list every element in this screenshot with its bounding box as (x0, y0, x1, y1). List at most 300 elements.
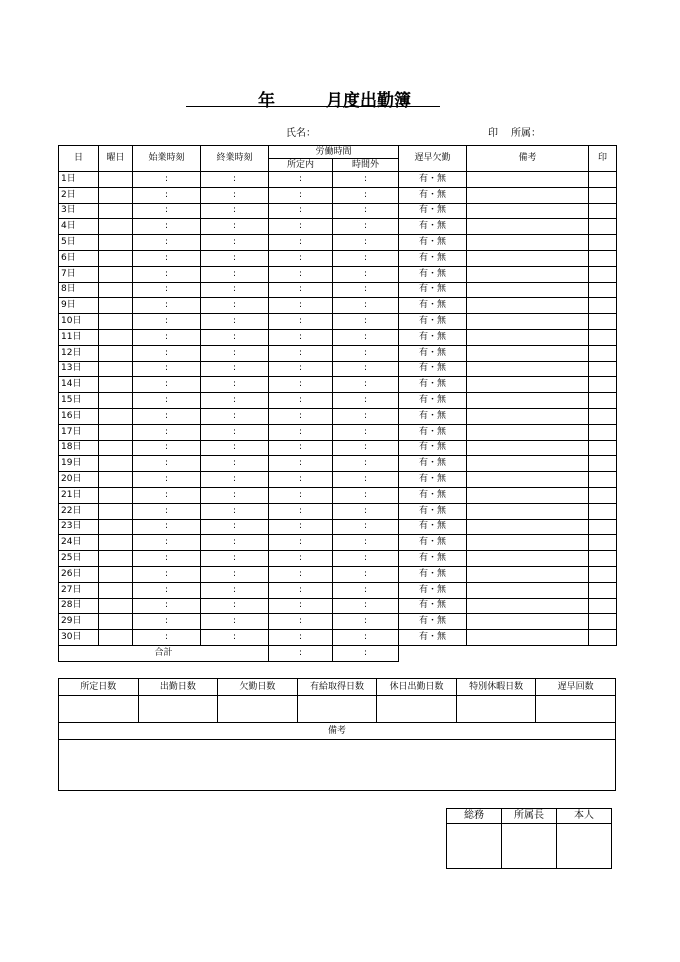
table-row (59, 377, 617, 393)
weekday-cell[interactable] (99, 235, 133, 251)
remarks-cell[interactable] (467, 393, 589, 409)
summary-value-field[interactable] (377, 696, 457, 723)
late-absence-cell[interactable]: 有・無 (399, 250, 467, 266)
day-cell: 29日 (59, 614, 99, 630)
start-time-cell[interactable]: : (133, 219, 201, 235)
late-absence-cell[interactable]: 有・無 (399, 203, 467, 219)
remarks-cell[interactable] (467, 314, 589, 330)
late-absence-cell[interactable]: 有・無 (399, 377, 467, 393)
overtime-cell[interactable]: : (333, 203, 399, 219)
approval-header: 総務 (447, 809, 502, 824)
within-hours-cell[interactable]: : (269, 187, 333, 203)
weekday-cell[interactable] (99, 424, 133, 440)
remarks-cell[interactable] (467, 535, 589, 551)
within-hours-cell[interactable]: : (269, 424, 333, 440)
summary-value-field[interactable] (536, 696, 616, 723)
within-hours-cell[interactable]: : (269, 487, 333, 503)
within-hours-cell[interactable]: : (269, 408, 333, 424)
total-overtime[interactable]: : (333, 645, 399, 661)
end-time-cell[interactable]: : (201, 630, 269, 646)
table-row (59, 535, 617, 551)
remarks-cell[interactable] (467, 377, 589, 393)
overtime-cell[interactable]: : (333, 519, 399, 535)
late-absence-cell[interactable]: 有・無 (399, 298, 467, 314)
remarks-cell[interactable] (467, 456, 589, 472)
remarks-cell[interactable] (467, 614, 589, 630)
end-time-cell[interactable]: : (201, 298, 269, 314)
start-time-cell[interactable]: : (133, 345, 201, 361)
late-absence-cell[interactable]: 有・無 (399, 329, 467, 345)
within-hours-cell[interactable]: : (269, 582, 333, 598)
table-row (59, 630, 617, 646)
seal-cell[interactable] (589, 614, 617, 630)
weekday-cell[interactable] (99, 377, 133, 393)
table-row (59, 614, 617, 630)
day-cell: 2日 (59, 187, 99, 203)
remarks-cell[interactable] (467, 282, 589, 298)
within-hours-cell[interactable]: : (269, 551, 333, 567)
end-time-cell[interactable]: : (201, 582, 269, 598)
within-hours-cell[interactable]: : (269, 472, 333, 488)
day-cell: 6日 (59, 250, 99, 266)
weekday-cell[interactable] (99, 393, 133, 409)
seal-cell[interactable] (589, 345, 617, 361)
seal-cell[interactable] (589, 535, 617, 551)
end-time-cell[interactable]: : (201, 456, 269, 472)
remarks-cell[interactable] (467, 472, 589, 488)
end-time-cell[interactable]: : (201, 566, 269, 582)
end-time-cell[interactable]: : (201, 535, 269, 551)
late-absence-cell[interactable]: 有・無 (399, 219, 467, 235)
within-hours-cell[interactable]: : (269, 203, 333, 219)
summary-table (58, 678, 616, 791)
within-hours-cell[interactable]: : (269, 298, 333, 314)
remarks-cell[interactable] (467, 250, 589, 266)
remarks-cell[interactable] (467, 551, 589, 567)
remarks-cell[interactable] (467, 345, 589, 361)
year-label: 年 (258, 91, 275, 111)
late-absence-cell[interactable]: 有・無 (399, 408, 467, 424)
table-row (59, 361, 617, 377)
remarks-cell[interactable] (467, 440, 589, 456)
weekday-cell[interactable] (99, 250, 133, 266)
weekday-cell[interactable] (99, 487, 133, 503)
overtime-cell[interactable]: : (333, 440, 399, 456)
seal-cell[interactable] (589, 282, 617, 298)
table-row (59, 172, 617, 188)
summary-remarks-field[interactable] (59, 740, 616, 791)
start-time-cell[interactable]: : (133, 298, 201, 314)
start-time-cell[interactable]: : (133, 535, 201, 551)
within-hours-cell[interactable]: : (269, 219, 333, 235)
end-time-cell[interactable]: : (201, 187, 269, 203)
start-time-cell[interactable]: : (133, 551, 201, 567)
within-hours-cell[interactable]: : (269, 456, 333, 472)
late-absence-cell[interactable]: 有・無 (399, 440, 467, 456)
day-cell: 4日 (59, 219, 99, 235)
late-absence-cell[interactable]: 有・無 (399, 424, 467, 440)
weekday-cell[interactable] (99, 630, 133, 646)
overtime-cell[interactable]: : (333, 235, 399, 251)
end-time-cell[interactable]: : (201, 424, 269, 440)
within-hours-cell[interactable]: : (269, 614, 333, 630)
seal-cell[interactable] (589, 361, 617, 377)
within-hours-cell[interactable]: : (269, 377, 333, 393)
late-absence-cell[interactable]: 有・無 (399, 361, 467, 377)
within-hours-cell[interactable]: : (269, 345, 333, 361)
start-time-cell[interactable]: : (133, 503, 201, 519)
seal-cell[interactable] (589, 203, 617, 219)
start-time-cell[interactable]: : (133, 393, 201, 409)
seal-cell[interactable] (589, 219, 617, 235)
remarks-cell[interactable] (467, 582, 589, 598)
seal-cell[interactable] (589, 630, 617, 646)
remarks-cell[interactable] (467, 235, 589, 251)
summary-value-field[interactable] (59, 696, 139, 723)
overtime-cell[interactable]: : (333, 503, 399, 519)
seal-cell[interactable] (589, 519, 617, 535)
total-within[interactable]: : (269, 645, 333, 661)
overtime-cell[interactable]: : (333, 298, 399, 314)
start-time-cell[interactable]: : (133, 440, 201, 456)
start-time-cell[interactable]: : (133, 519, 201, 535)
seal-cell[interactable] (589, 456, 617, 472)
remarks-cell[interactable] (467, 172, 589, 188)
weekday-cell[interactable] (99, 440, 133, 456)
seal-cell[interactable] (589, 187, 617, 203)
late-absence-cell[interactable]: 有・無 (399, 535, 467, 551)
late-absence-cell[interactable]: 有・無 (399, 472, 467, 488)
weekday-cell[interactable] (99, 472, 133, 488)
seal-cell[interactable] (589, 377, 617, 393)
start-time-cell[interactable]: : (133, 566, 201, 582)
start-time-cell[interactable]: : (133, 377, 201, 393)
end-time-cell[interactable]: : (201, 361, 269, 377)
remarks-cell[interactable] (467, 298, 589, 314)
day-cell: 10日 (59, 314, 99, 330)
late-absence-cell[interactable]: 有・無 (399, 266, 467, 282)
overtime-cell[interactable]: : (333, 361, 399, 377)
day-cell: 15日 (59, 393, 99, 409)
day-cell: 8日 (59, 282, 99, 298)
within-hours-cell[interactable]: : (269, 329, 333, 345)
late-absence-cell[interactable]: 有・無 (399, 393, 467, 409)
start-time-cell[interactable]: : (133, 456, 201, 472)
start-time-cell[interactable]: : (133, 266, 201, 282)
attendance-table (58, 145, 617, 662)
start-time-cell[interactable]: : (133, 329, 201, 345)
table-row (59, 408, 617, 424)
header-remarks: 備考 (467, 146, 589, 172)
seal-cell[interactable] (589, 598, 617, 614)
start-time-cell[interactable]: : (133, 630, 201, 646)
header-work-hours: 労働時間 (269, 146, 399, 159)
end-time-cell[interactable]: : (201, 219, 269, 235)
weekday-cell[interactable] (99, 551, 133, 567)
end-time-cell[interactable]: : (201, 203, 269, 219)
weekday-cell[interactable] (99, 329, 133, 345)
weekday-cell[interactable] (99, 172, 133, 188)
within-hours-cell[interactable]: : (269, 503, 333, 519)
overtime-cell[interactable]: : (333, 345, 399, 361)
weekday-cell[interactable] (99, 345, 133, 361)
remarks-cell[interactable] (467, 361, 589, 377)
month-title-label: 月度出勤簿 (326, 91, 411, 111)
overtime-cell[interactable]: : (333, 551, 399, 567)
summary-remarks-label: 備考 (59, 723, 616, 740)
table-row (59, 598, 617, 614)
seal-cell[interactable] (589, 298, 617, 314)
remarks-cell[interactable] (467, 424, 589, 440)
within-hours-cell[interactable]: : (269, 282, 333, 298)
end-time-cell[interactable]: : (201, 345, 269, 361)
start-time-cell[interactable]: : (133, 187, 201, 203)
overtime-cell[interactable]: : (333, 630, 399, 646)
end-time-cell[interactable]: : (201, 377, 269, 393)
end-time-cell[interactable]: : (201, 314, 269, 330)
within-hours-cell[interactable]: : (269, 598, 333, 614)
late-absence-cell[interactable]: 有・無 (399, 551, 467, 567)
late-absence-cell[interactable]: 有・無 (399, 235, 467, 251)
overtime-cell[interactable]: : (333, 456, 399, 472)
late-absence-cell[interactable]: 有・無 (399, 566, 467, 582)
day-cell: 19日 (59, 456, 99, 472)
overtime-cell[interactable]: : (333, 582, 399, 598)
end-time-cell[interactable]: : (201, 408, 269, 424)
table-row (59, 566, 617, 582)
weekday-cell[interactable] (99, 614, 133, 630)
summary-value-field[interactable] (297, 696, 377, 723)
summary-value-field[interactable] (218, 696, 298, 723)
end-time-cell[interactable]: : (201, 329, 269, 345)
end-time-cell[interactable]: : (201, 172, 269, 188)
day-cell: 21日 (59, 487, 99, 503)
start-time-cell[interactable]: : (133, 282, 201, 298)
seal-cell[interactable] (589, 551, 617, 567)
remarks-cell[interactable] (467, 503, 589, 519)
summary-value-field[interactable] (138, 696, 218, 723)
table-row (59, 314, 617, 330)
within-hours-cell[interactable]: : (269, 250, 333, 266)
end-time-cell[interactable]: : (201, 235, 269, 251)
summary-header: 有給取得日数 (297, 679, 377, 696)
overtime-cell[interactable]: : (333, 314, 399, 330)
overtime-cell[interactable]: : (333, 424, 399, 440)
late-absence-cell[interactable]: 有・無 (399, 582, 467, 598)
remarks-cell[interactable] (467, 187, 589, 203)
within-hours-cell[interactable]: : (269, 393, 333, 409)
overtime-cell[interactable]: : (333, 408, 399, 424)
approval-stamp-box[interactable] (447, 824, 502, 869)
weekday-cell[interactable] (99, 503, 133, 519)
start-time-cell[interactable]: : (133, 472, 201, 488)
overtime-cell[interactable]: : (333, 187, 399, 203)
end-time-cell[interactable]: : (201, 519, 269, 535)
table-row (59, 519, 617, 535)
seal-cell[interactable] (589, 329, 617, 345)
weekday-cell[interactable] (99, 361, 133, 377)
start-time-cell[interactable]: : (133, 314, 201, 330)
within-hours-cell[interactable]: : (269, 519, 333, 535)
table-row (59, 551, 617, 567)
start-time-cell[interactable]: : (133, 582, 201, 598)
table-row (59, 472, 617, 488)
blank (399, 645, 617, 661)
weekday-cell[interactable] (99, 203, 133, 219)
remarks-cell[interactable] (467, 329, 589, 345)
end-time-cell[interactable]: : (201, 250, 269, 266)
seal-cell[interactable] (589, 582, 617, 598)
late-absence-cell[interactable]: 有・無 (399, 456, 467, 472)
remarks-cell[interactable] (467, 219, 589, 235)
day-cell: 11日 (59, 329, 99, 345)
within-hours-cell[interactable]: : (269, 235, 333, 251)
approval-header: 所属長 (502, 809, 557, 824)
overtime-cell[interactable]: : (333, 472, 399, 488)
day-cell: 9日 (59, 298, 99, 314)
seal-cell[interactable] (589, 472, 617, 488)
late-absence-cell[interactable]: 有・無 (399, 282, 467, 298)
late-absence-cell[interactable]: 有・無 (399, 172, 467, 188)
remarks-cell[interactable] (467, 630, 589, 646)
late-absence-cell[interactable]: 有・無 (399, 630, 467, 646)
table-row (59, 266, 617, 282)
remarks-cell[interactable] (467, 487, 589, 503)
overtime-cell[interactable]: : (333, 250, 399, 266)
seal-cell[interactable] (589, 314, 617, 330)
table-row (59, 219, 617, 235)
seal-cell[interactable] (589, 566, 617, 582)
seal-cell[interactable] (589, 487, 617, 503)
weekday-cell[interactable] (99, 314, 133, 330)
weekday-cell[interactable] (99, 266, 133, 282)
remarks-cell[interactable] (467, 598, 589, 614)
weekday-cell[interactable] (99, 582, 133, 598)
seal-cell[interactable] (589, 503, 617, 519)
weekday-cell[interactable] (99, 187, 133, 203)
within-hours-cell[interactable]: : (269, 440, 333, 456)
header-within-hours: 所定内 (269, 159, 333, 172)
weekday-cell[interactable] (99, 282, 133, 298)
start-time-cell[interactable]: : (133, 235, 201, 251)
weekday-cell[interactable] (99, 456, 133, 472)
end-time-cell[interactable]: : (201, 487, 269, 503)
seal-cell[interactable] (589, 172, 617, 188)
table-row (59, 329, 617, 345)
end-time-cell[interactable]: : (201, 393, 269, 409)
weekday-cell[interactable] (99, 535, 133, 551)
within-hours-cell[interactable]: : (269, 361, 333, 377)
end-time-cell[interactable]: : (201, 598, 269, 614)
within-hours-cell[interactable]: : (269, 535, 333, 551)
overtime-cell[interactable]: : (333, 219, 399, 235)
late-absence-cell[interactable]: 有・無 (399, 345, 467, 361)
overtime-cell[interactable]: : (333, 329, 399, 345)
end-time-cell[interactable]: : (201, 614, 269, 630)
within-hours-cell[interactable]: : (269, 266, 333, 282)
remarks-cell[interactable] (467, 266, 589, 282)
remarks-cell[interactable] (467, 203, 589, 219)
start-time-cell[interactable]: : (133, 250, 201, 266)
within-hours-cell[interactable]: : (269, 172, 333, 188)
start-time-cell[interactable]: : (133, 487, 201, 503)
start-time-cell[interactable]: : (133, 203, 201, 219)
seal-cell[interactable] (589, 266, 617, 282)
day-cell: 25日 (59, 551, 99, 567)
end-time-cell[interactable]: : (201, 282, 269, 298)
end-time-cell[interactable]: : (201, 503, 269, 519)
seal-cell[interactable] (589, 250, 617, 266)
late-absence-cell[interactable]: 有・無 (399, 314, 467, 330)
day-cell: 3日 (59, 203, 99, 219)
weekday-cell[interactable] (99, 408, 133, 424)
weekday-cell[interactable] (99, 219, 133, 235)
overtime-cell[interactable]: : (333, 598, 399, 614)
overtime-cell[interactable]: : (333, 566, 399, 582)
late-absence-cell[interactable]: 有・無 (399, 614, 467, 630)
weekday-cell[interactable] (99, 566, 133, 582)
overtime-cell[interactable]: : (333, 172, 399, 188)
approval-stamp-box[interactable] (557, 824, 612, 869)
overtime-cell[interactable]: : (333, 377, 399, 393)
start-time-cell[interactable]: : (133, 408, 201, 424)
within-hours-cell[interactable]: : (269, 630, 333, 646)
seal-cell[interactable] (589, 408, 617, 424)
day-cell: 23日 (59, 519, 99, 535)
overtime-cell[interactable]: : (333, 535, 399, 551)
end-time-cell[interactable]: : (201, 472, 269, 488)
end-time-cell[interactable]: : (201, 266, 269, 282)
table-row (59, 487, 617, 503)
late-absence-cell[interactable]: 有・無 (399, 503, 467, 519)
late-absence-cell[interactable]: 有・無 (399, 187, 467, 203)
late-absence-cell[interactable]: 有・無 (399, 598, 467, 614)
end-time-cell[interactable]: : (201, 440, 269, 456)
seal-cell[interactable] (589, 424, 617, 440)
overtime-cell[interactable]: : (333, 614, 399, 630)
start-time-cell[interactable]: : (133, 598, 201, 614)
day-cell: 20日 (59, 472, 99, 488)
within-hours-cell[interactable]: : (269, 314, 333, 330)
approval-stamp-box[interactable] (502, 824, 557, 869)
overtime-cell[interactable]: : (333, 393, 399, 409)
weekday-cell[interactable] (99, 598, 133, 614)
seal-cell[interactable] (589, 440, 617, 456)
weekday-cell[interactable] (99, 298, 133, 314)
within-hours-cell[interactable]: : (269, 566, 333, 582)
day-cell: 1日 (59, 172, 99, 188)
weekday-cell[interactable] (99, 519, 133, 535)
start-time-cell[interactable]: : (133, 614, 201, 630)
summary-value-field[interactable] (456, 696, 536, 723)
day-cell: 28日 (59, 598, 99, 614)
start-time-cell[interactable]: : (133, 361, 201, 377)
overtime-cell[interactable]: : (333, 282, 399, 298)
remarks-cell[interactable] (467, 519, 589, 535)
late-absence-cell[interactable]: 有・無 (399, 487, 467, 503)
start-time-cell[interactable]: : (133, 172, 201, 188)
seal-cell[interactable] (589, 235, 617, 251)
overtime-cell[interactable]: : (333, 487, 399, 503)
seal-cell[interactable] (589, 393, 617, 409)
remarks-cell[interactable] (467, 566, 589, 582)
summary-header: 出勤日数 (138, 679, 218, 696)
start-time-cell[interactable]: : (133, 424, 201, 440)
late-absence-cell[interactable]: 有・無 (399, 519, 467, 535)
end-time-cell[interactable]: : (201, 551, 269, 567)
remarks-cell[interactable] (467, 408, 589, 424)
overtime-cell[interactable]: : (333, 266, 399, 282)
